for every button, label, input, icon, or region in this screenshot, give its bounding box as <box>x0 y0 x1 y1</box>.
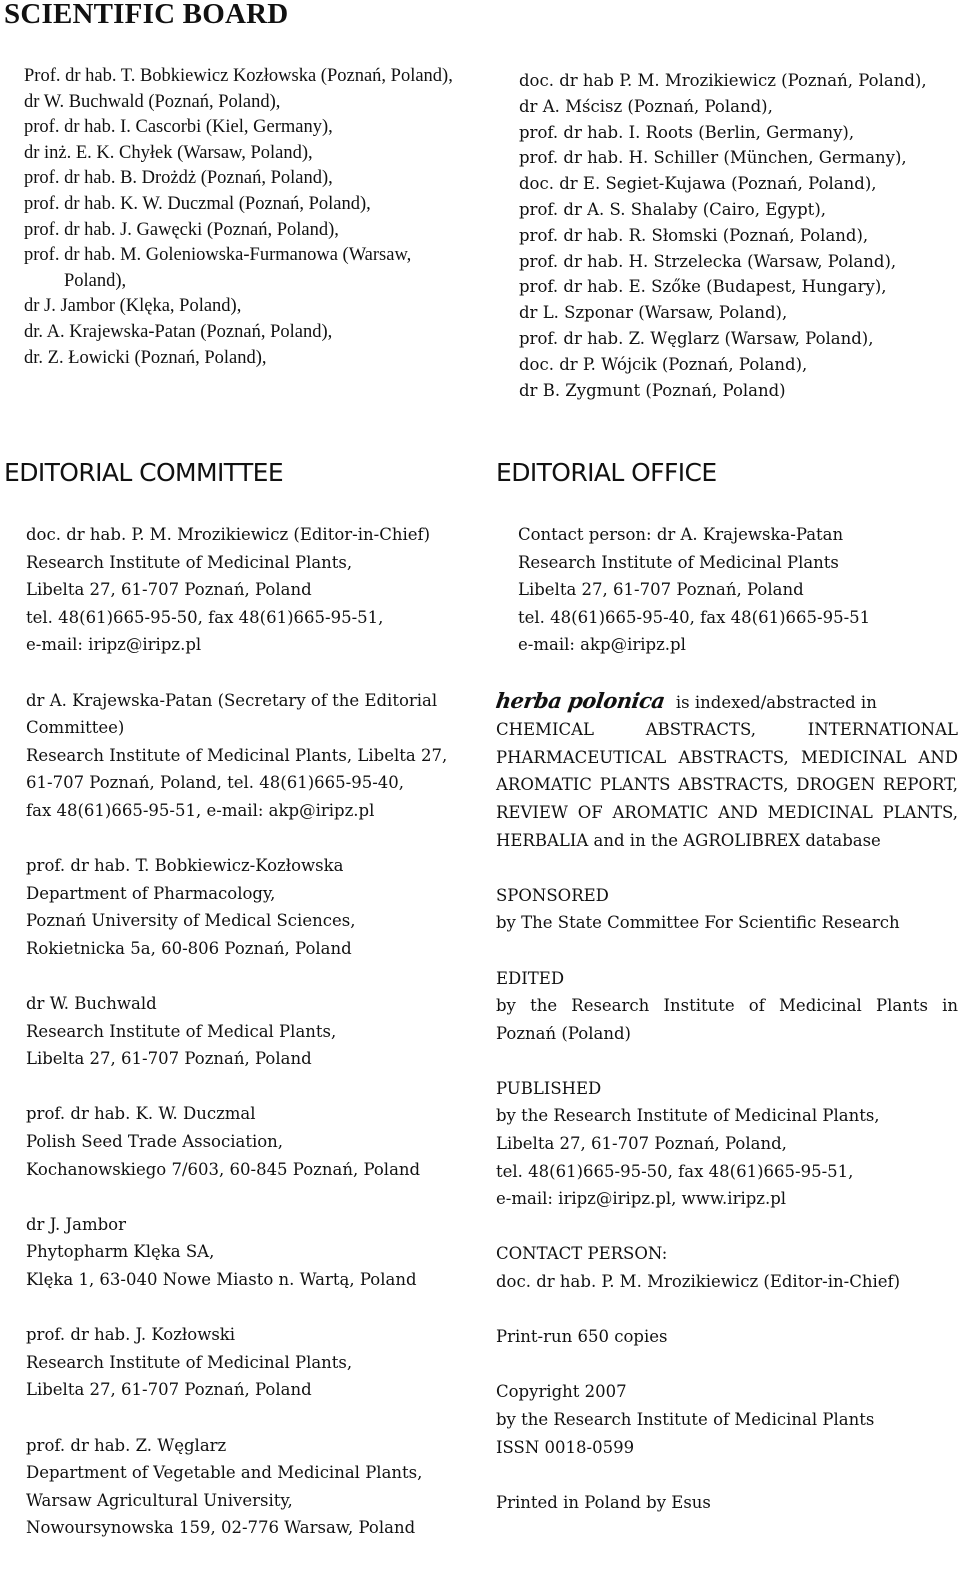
publisher-line: Libelta 27, 61-707 Poznań, Poland, <box>496 1134 787 1154</box>
sponsor-block <box>496 882 958 937</box>
member-address-line: Department of Vegetable and Medicinal Plants, <box>26 1463 423 1483</box>
member-address-line: Klęka 1, 63-040 Nowe Miasto n. Wartą, Poland <box>26 1270 417 1290</box>
board-member: prof. dr hab. M. Goleniowska-Furmanowa (Warsaw, Poland), <box>24 245 412 291</box>
published-label: PUBLISHED <box>496 1078 602 1098</box>
board-member: prof. dr hab. E. Szőke (Budapest, Hungary), <box>519 277 887 297</box>
board-member: prof. dr hab. H. Schiller (München, Germany), <box>519 148 907 168</box>
edited-block <box>496 965 958 1048</box>
board-member: doc. dr P. Wójcik (Poznań, Poland), <box>519 354 808 374</box>
scientific-board-heading: SCIENTIFIC BOARD <box>4 0 289 30</box>
indexing-intro-line <box>496 687 958 717</box>
board-member: prof. dr hab. R. Słomski (Poznań, Poland), <box>519 225 869 245</box>
scientific-board-list-left <box>24 64 474 371</box>
member-address-line: Department of Pharmacology, <box>26 883 276 903</box>
committee-member <box>26 521 476 659</box>
member-name: doc. dr hab. P. M. Mrozikiewicz (Editor-in-Chief) <box>26 525 431 544</box>
contact-address-line: Research Institute of Medicinal Plants <box>518 552 839 572</box>
printed-by: Printed in Poland by Esus <box>496 1492 711 1512</box>
member-address-line: Libelta 27, 61-707 Poznań, Poland <box>26 580 312 600</box>
board-member: doc. dr E. Segiet-Kujawa (Poznań, Poland), <box>519 174 877 194</box>
indexing-intro: is indexed/abstracted in <box>675 692 877 712</box>
board-member: prof. dr hab. Z. Węglarz (Warsaw, Poland), <box>519 328 874 348</box>
member-name: dr W. Buchwald <box>26 994 157 1014</box>
board-member: prof. dr hab. I. Cascorbi (Kiel, Germany), <box>24 117 333 138</box>
scientific-board-list-right <box>519 68 959 403</box>
herba-polonica-logo: herba polonica <box>494 687 667 713</box>
member-email: e-mail: iripz@iripz.pl <box>26 635 202 655</box>
contact-email: e-mail: akp@iripz.pl <box>518 635 686 655</box>
printer-block <box>496 1489 958 1517</box>
member-address-line: Nowoursynowska 159, 02-776 Warsaw, Poland <box>26 1518 416 1538</box>
board-member: prof. dr A. S. Shalaby (Cairo, Egypt), <box>519 199 826 219</box>
board-member: prof. dr hab. K. W. Duczmal (Poznań, Poland), <box>24 193 371 214</box>
copyright-holder: by the Research Institute of Medicinal Plants <box>496 1410 875 1429</box>
member-address-line: Libelta 27, 61-707 Poznań, Poland <box>26 1049 312 1069</box>
contact-person-label: CONTACT PERSON: <box>496 1244 668 1264</box>
contact-phone: tel. 48(61)665-95-40, fax 48(61)665-95-51 <box>518 607 871 627</box>
edited-label: EDITED <box>496 968 565 988</box>
committee-member <box>26 990 476 1073</box>
issn: ISSN 0018-0599 <box>496 1437 635 1457</box>
member-address-line: Research Institute of Medicinal Plants, Libelta 27, <box>26 745 448 765</box>
editorial-office-heading: EDITORIAL OFFICE <box>496 458 717 487</box>
publisher-phone: tel. 48(61)665-95-50, fax 48(61)665-95-51, <box>496 1161 854 1181</box>
committee-member <box>26 1432 476 1542</box>
member-address-line: Warsaw Agricultural University, <box>26 1490 293 1510</box>
board-member: doc. dr hab P. M. Mrozikiewicz (Poznań, Poland), <box>519 71 927 90</box>
member-email: fax 48(61)665-95-51, e-mail: akp@iripz.pl <box>26 800 375 820</box>
editorial-committee-list <box>26 521 476 1570</box>
board-member: prof. dr hab. H. Strzelecka (Warsaw, Poland), <box>519 251 897 271</box>
board-member: prof. dr hab. I. Roots (Berlin, Germany), <box>519 122 855 142</box>
committee-member <box>26 687 476 825</box>
member-role: Committee) <box>26 718 125 738</box>
copyright-year: Copyright 2007 <box>496 1382 627 1402</box>
board-member: dr L. Szponar (Warsaw, Poland), <box>519 303 788 323</box>
contact-person: Contact person: dr A. Krajewska-Patan <box>518 525 844 544</box>
sponsored-text: by The State Committee For Scientific Research <box>496 913 900 933</box>
member-address-line: Kochanowskiego 7/603, 60-845 Poznań, Poland <box>26 1159 421 1179</box>
member-address-line: Phytopharm Klęka SA, <box>26 1242 215 1262</box>
member-name: dr A. Krajewska-Patan (Secretary of the Editorial <box>26 690 438 710</box>
member-name: dr J. Jambor <box>26 1214 126 1234</box>
board-member: prof. dr hab. B. Drożdż (Poznań, Poland), <box>24 168 333 189</box>
board-member: dr inż. E. K. Chyłek (Warsaw, Poland), <box>24 142 313 163</box>
member-address-line: Polish Seed Trade Association, <box>26 1132 284 1152</box>
editorial-office-column <box>496 521 958 1544</box>
board-member: dr. A. Krajewska-Patan (Poznań, Poland), <box>24 321 333 342</box>
sponsored-label: SPONSORED <box>496 885 609 905</box>
committee-member <box>26 1100 476 1183</box>
member-phone: tel. 48(61)665-95-50, fax 48(61)665-95-51, <box>26 607 384 627</box>
board-member: dr. Z. Łowicki (Poznań, Poland), <box>24 347 267 368</box>
office-contact <box>518 521 958 659</box>
member-address-line: Rokietnicka 5a, 60-806 Poznań, Poland <box>26 938 352 958</box>
committee-member <box>26 852 476 962</box>
indexing-databases: CHEMICAL ABSTRACTS, INTERNATIONAL PHARMACEUTICAL ABSTRACTS, MEDICINAL AND AROMATIC PLANTS ABSTRACTS, DROGEN REPORT, REVIEW OF AROMATIC AND MEDICINAL PLANTS, HERBALIA and in the AGROLIBREX database <box>496 720 958 850</box>
committee-member <box>26 1321 476 1404</box>
published-block <box>496 1075 958 1213</box>
board-member: dr A. Mścisz (Poznań, Poland), <box>519 96 773 116</box>
contact-person-name: doc. dr hab. P. M. Mrozikiewicz (Editor-in-Chief) <box>496 1272 901 1292</box>
board-member: Prof. dr hab. T. Bobkiewicz Kozłowska (Poznań, Poland), <box>24 66 453 86</box>
member-name: prof. dr hab. K. W. Duczmal <box>26 1104 256 1124</box>
publisher-line: by the Research Institute of Medicinal Plants, <box>496 1106 880 1126</box>
member-address-line: 61-707 Poznań, Poland, tel. 48(61)665-95-40, <box>26 773 405 793</box>
member-name: prof. dr hab. Z. Węglarz <box>26 1435 227 1455</box>
member-address-line: Poznań University of Medical Sciences, <box>26 911 356 931</box>
board-member: prof. dr hab. J. Gawęcki (Poznań, Poland), <box>24 219 339 240</box>
member-address-line: Libelta 27, 61-707 Poznań, Poland <box>26 1380 312 1400</box>
publisher-email-web: e-mail: iripz@iripz.pl, www.iripz.pl <box>496 1189 787 1209</box>
board-member: dr W. Buchwald (Poznań, Poland), <box>24 91 281 112</box>
board-member: dr B. Zygmunt (Poznań, Poland) <box>519 380 786 400</box>
contact-address-line: Libelta 27, 61-707 Poznań, Poland <box>518 580 804 600</box>
copyright-block <box>496 1378 958 1461</box>
contact-person-block <box>496 1240 958 1295</box>
indexing-statement <box>496 687 958 855</box>
edited-text: by the Research Institute of Medicinal Plants in Poznań (Poland) <box>496 996 958 1043</box>
member-name: prof. dr hab. T. Bobkiewicz-Kozłowska <box>26 856 344 876</box>
member-address-line: Research Institute of Medicinal Plants, <box>26 1352 353 1372</box>
member-address-line: Research Institute of Medical Plants, <box>26 1021 337 1041</box>
print-run-block <box>496 1323 958 1351</box>
member-address-line: Research Institute of Medicinal Plants, <box>26 552 353 572</box>
committee-member <box>26 1211 476 1294</box>
editorial-committee-heading: EDITORIAL COMMITTEE <box>4 458 284 487</box>
print-run: Print-run 650 copies <box>496 1327 668 1347</box>
board-member: dr J. Jambor (Klęka, Poland), <box>24 296 242 317</box>
member-name: prof. dr hab. J. Kozłowski <box>26 1325 236 1345</box>
